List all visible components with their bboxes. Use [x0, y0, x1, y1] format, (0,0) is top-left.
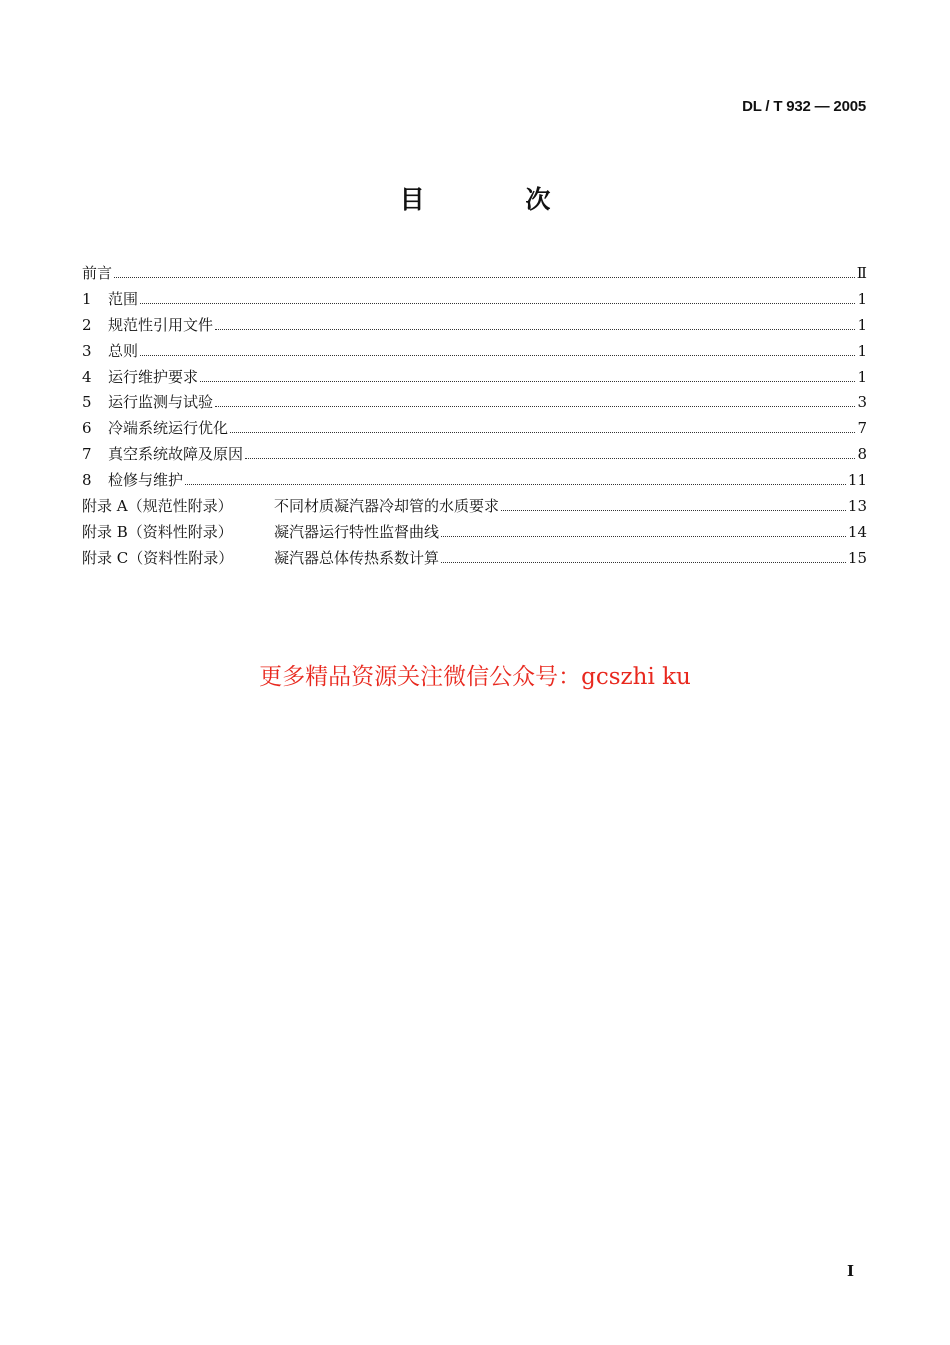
toc-entry-8[interactable]	[82, 469, 867, 495]
toc-entry-number: 4	[82, 367, 92, 386]
toc-leader-dots	[140, 303, 855, 304]
toc-entry-5[interactable]	[82, 391, 867, 417]
toc-entry-1[interactable]	[82, 288, 867, 314]
toc-leader-dots	[215, 329, 855, 330]
page-title: 目 次	[399, 185, 597, 214]
toc-entry-page: 11	[847, 471, 867, 490]
toc-entry-page: 1	[857, 315, 867, 334]
toc-entry-number: 5	[82, 393, 92, 412]
toc-entry-appendix-c[interactable]	[82, 547, 867, 573]
toc-leader-dots	[501, 510, 846, 511]
toc-entry-title: 运行维护要求	[108, 367, 199, 386]
toc-entry-title: 检修与维护	[108, 471, 184, 490]
toc-entry-foreword[interactable]	[82, 262, 867, 288]
toc-entry-title: 前言	[82, 264, 113, 282]
toc-entry-page: 1	[857, 341, 867, 360]
toc-appendix-label: 附录 B（资料性附录）	[82, 522, 233, 541]
document-code: DL / T 932 — 2005	[742, 98, 866, 115]
toc-entry-page: 1	[857, 289, 867, 308]
toc-entry-2[interactable]	[82, 314, 867, 340]
toc-entry-appendix-b[interactable]	[82, 521, 867, 547]
toc-entry-title: 凝汽器运行特性监督曲线	[274, 522, 440, 541]
toc-leader-dots	[114, 277, 855, 278]
toc-entry-3[interactable]	[82, 340, 867, 366]
toc-leader-dots	[215, 406, 855, 407]
toc-entry-title: 规范性引用文件	[108, 315, 214, 334]
toc-entry-title: 范围	[108, 289, 139, 308]
toc-entry-title: 运行监测与试验	[108, 393, 214, 412]
toc-entry-page: 15	[847, 548, 867, 567]
toc-entry-number: 6	[82, 419, 92, 438]
toc-entry-appendix-a[interactable]	[82, 495, 867, 521]
toc-leader-dots	[441, 562, 846, 563]
promo-text: 更多精品资源关注微信公众号：gcszhi ku	[259, 664, 691, 690]
toc-entry-page: 13	[847, 497, 867, 516]
toc-entry-number: 2	[82, 315, 92, 334]
toc-leader-dots	[441, 536, 846, 537]
toc-entry-page: 1	[857, 367, 867, 386]
toc-entry-page: 8	[857, 445, 867, 464]
toc-entry-title: 凝汽器总体传热系数计算	[274, 548, 440, 567]
toc-appendix-label: 附录 C（资料性附录）	[82, 548, 234, 567]
toc-entry-title: 冷端系统运行优化	[108, 419, 229, 438]
toc-leader-dots	[200, 381, 855, 382]
toc-entry-number: 8	[82, 471, 92, 490]
toc-entry-number: 7	[82, 445, 92, 464]
toc-entry-page: 7	[857, 419, 867, 438]
toc-entry-7[interactable]	[82, 443, 867, 469]
toc-entry-page: 14	[847, 522, 867, 541]
toc-entry-page: Ⅱ	[856, 264, 867, 282]
toc-leader-dots	[245, 458, 855, 459]
toc-entry-4[interactable]	[82, 366, 867, 392]
table-of-contents	[82, 262, 867, 573]
toc-appendix-label: 附录 A（规范性附录）	[82, 497, 233, 516]
toc-leader-dots	[140, 355, 855, 356]
page-number: I	[846, 1262, 854, 1280]
toc-entry-number: 3	[82, 341, 92, 360]
toc-leader-dots	[185, 484, 846, 485]
toc-entry-6[interactable]	[82, 417, 867, 443]
toc-entry-number: 1	[82, 289, 92, 308]
toc-entry-title: 不同材质凝汽器冷却管的水质要求	[274, 497, 500, 516]
toc-entry-title: 总则	[108, 341, 139, 360]
toc-entry-page: 3	[857, 393, 867, 412]
toc-leader-dots	[230, 432, 855, 433]
toc-entry-title: 真空系统故障及原因	[108, 445, 244, 464]
